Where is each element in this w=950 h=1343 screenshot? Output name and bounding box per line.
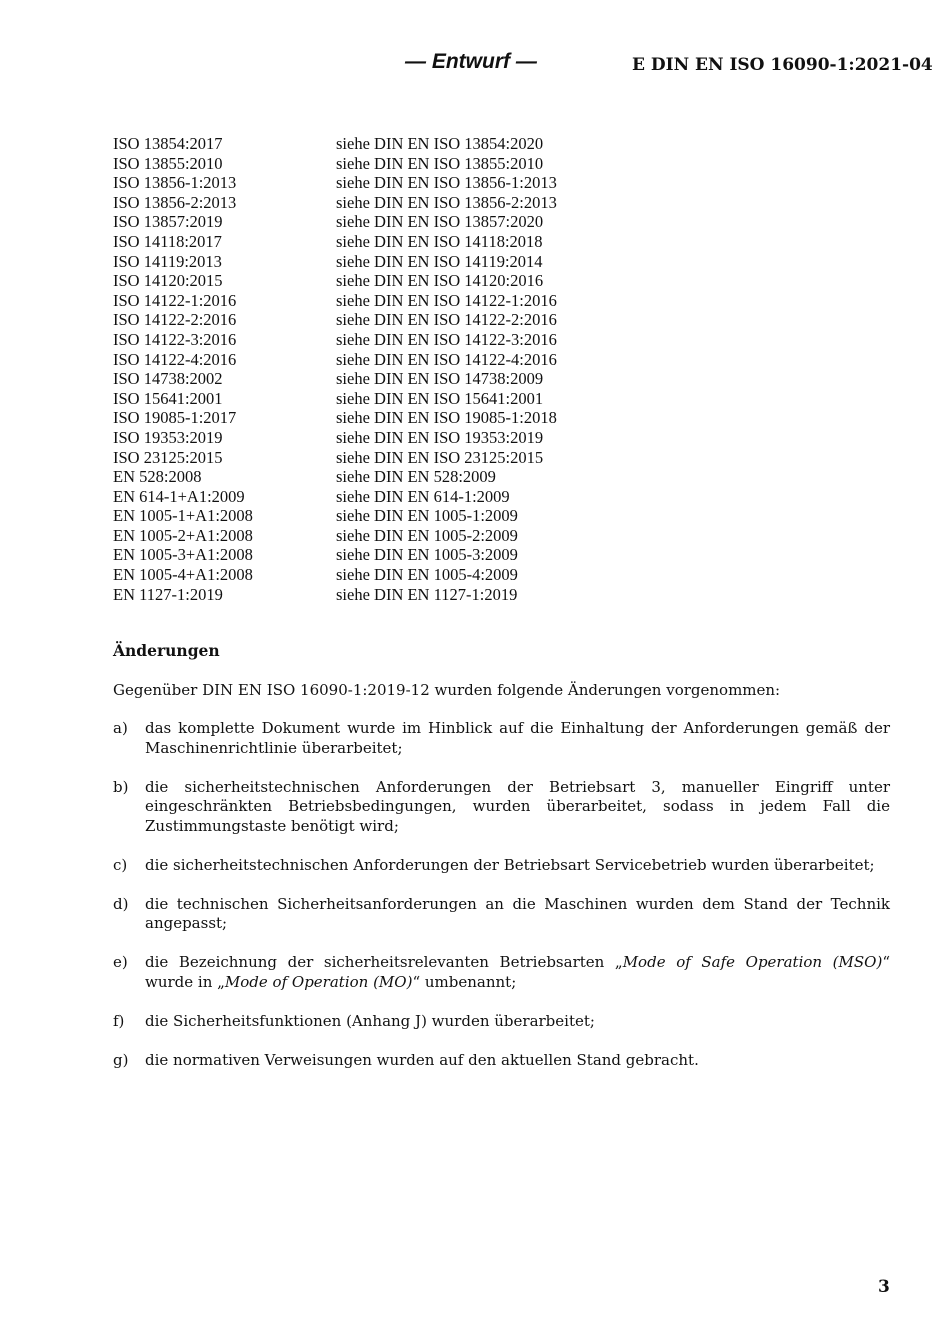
reference-see: siehe DIN EN 1005-3:2009 [336,545,518,565]
list-item-text [145,953,890,992]
list-item [113,856,890,876]
reference-standard: ISO 19353:2019 [113,427,223,447]
list-item-label: b) [113,777,129,796]
list-item-label: c) [113,855,128,874]
reference-standard: ISO 14122-4:2016 [113,349,237,369]
reference-see: siehe DIN EN ISO 14122-4:2016 [336,349,557,369]
italic-term-mso: Mode of Safe Operation (MSO) [622,953,883,971]
reference-standard: ISO 14120:2015 [113,271,223,291]
document-id: E DIN EN ISO 16090-1:2021-04 [632,55,933,75]
list-item-text: die sicherheitstechnischen Anforderungen der Betriebsart Servicebetrieb wurden überarbeitet; [145,855,875,874]
reference-standard: ISO 23125:2015 [113,447,223,467]
reference-standard: EN 1005-2+A1:2008 [113,525,253,545]
list-item-label: g) [113,1050,129,1069]
reference-standard: ISO 13854:2017 [113,134,223,153]
reference-see: siehe DIN EN ISO 14122-2:2016 [336,310,557,330]
list-item-label: a) [113,719,128,737]
text-segment: die Bezeichnung der sicherheitsrelevanten Betriebsarten „ [145,953,623,971]
reference-standard: EN 1005-4+A1:2008 [113,565,253,585]
reference-see: siehe DIN EN ISO 13857:2020 [336,212,544,232]
reference-see: siehe DIN EN 1127-1:2019 [336,584,518,604]
list-item [113,1012,890,1032]
reference-see: siehe DIN EN ISO 13855:2010 [336,153,544,173]
reference-standard: EN 528:2008 [113,467,202,487]
reference-standard: EN 1005-3+A1:2008 [113,545,253,565]
reference-see: siehe DIN EN ISO 14122-3:2016 [336,329,557,349]
reference-standard: ISO 14118:2017 [113,231,222,251]
list-item-label: e) [113,953,128,971]
list-item [113,719,890,758]
reference-standard: EN 614-1+A1:2009 [113,486,245,506]
italic-term-mo: Mode of Operation (MO) [224,972,413,991]
reference-standard: EN 1127-1:2019 [113,584,223,604]
reference-see: siehe DIN EN ISO 14738:2009 [336,369,544,389]
list-item-text: die sicherheitstechnischen Anforderungen der Betriebsart 3, manueller Eingriff unter eingeschränkten Betriebsbedingungen, wurden überarbeitet, sodass in jedem Fall die Zustimmungstaste benötigt wird; [145,777,890,835]
reference-standard: ISO 14738:2002 [113,369,223,389]
reference-see: siehe DIN EN ISO 23125:2015 [336,447,544,467]
reference-standard: ISO 14122-2:2016 [113,310,237,330]
page-number: 3 [878,1277,890,1297]
reference-see: siehe DIN EN ISO 19085-1:2018 [336,408,557,428]
list-item [113,895,890,934]
list-item-text: die normativen Verweisungen wurden auf den aktuellen Stand gebracht. [145,1050,699,1069]
list-item [113,778,890,837]
reference-standard: ISO 15641:2001 [113,388,223,408]
reference-see: siehe DIN EN 1005-2:2009 [336,525,518,545]
reference-standard: ISO 14119:2013 [113,251,222,271]
list-item-text: das komplette Dokument wurde im Hinblick auf die Einhaltung der Anforderungen gemäß der Maschinenrichtlinie überarbeitet; [145,719,890,757]
reference-see: siehe DIN EN ISO 13856-1:2013 [336,173,557,193]
reference-standard: EN 1005-1+A1:2008 [113,506,253,526]
reference-see: siehe DIN EN ISO 15641:2001 [336,388,544,408]
reference-standard: ISO 13855:2010 [113,153,223,173]
reference-standard: ISO 13856-2:2013 [113,192,237,212]
reference-see: siehe DIN EN ISO 13854:2020 [336,134,544,153]
reference-standard: ISO 14122-1:2016 [113,290,237,310]
reference-see: siehe DIN EN 528:2009 [336,467,496,487]
list-item-text: die technischen Sicherheitsanforderungen an die Maschinen wurden dem Stand der Technik angepasst; [145,894,890,932]
reference-see: siehe DIN EN ISO 14119:2014 [336,251,543,271]
list-item-label: d) [113,894,129,913]
reference-see: siehe DIN EN ISO 14120:2016 [336,271,544,291]
draft-label: — Entwurf — [405,50,537,73]
list-item-label: f) [113,1011,125,1030]
changes-list [113,719,890,1090]
reference-standard: ISO 14122-3:2016 [113,329,237,349]
reference-see: siehe DIN EN 1005-4:2009 [336,565,518,585]
reference-see: siehe DIN EN ISO 13856-2:2013 [336,192,557,212]
list-item [113,953,890,992]
reference-see: siehe DIN EN 1005-1:2009 [336,506,518,526]
reference-see: siehe DIN EN 614-1:2009 [336,486,510,506]
text-segment: “ umbenannt; [412,972,517,991]
reference-see: siehe DIN EN ISO 14118:2018 [336,231,543,251]
list-item [113,1051,890,1071]
text-segment: “ wurde in „ [145,953,890,991]
reference-standard: ISO 13857:2019 [113,212,223,232]
list-item-text: die Sicherheitsfunktionen (Anhang J) wurden überarbeitet; [145,1011,595,1030]
changes-intro: Gegenüber DIN EN ISO 16090-1:2019-12 wurden folgende Änderungen vorgenommen: [113,681,781,699]
reference-see: siehe DIN EN ISO 19353:2019 [336,427,544,447]
reference-standard: ISO 19085-1:2017 [113,408,237,428]
reference-see: siehe DIN EN ISO 14122-1:2016 [336,290,557,310]
reference-standard: ISO 13856-1:2013 [113,173,237,193]
changes-heading: Änderungen [113,641,220,660]
